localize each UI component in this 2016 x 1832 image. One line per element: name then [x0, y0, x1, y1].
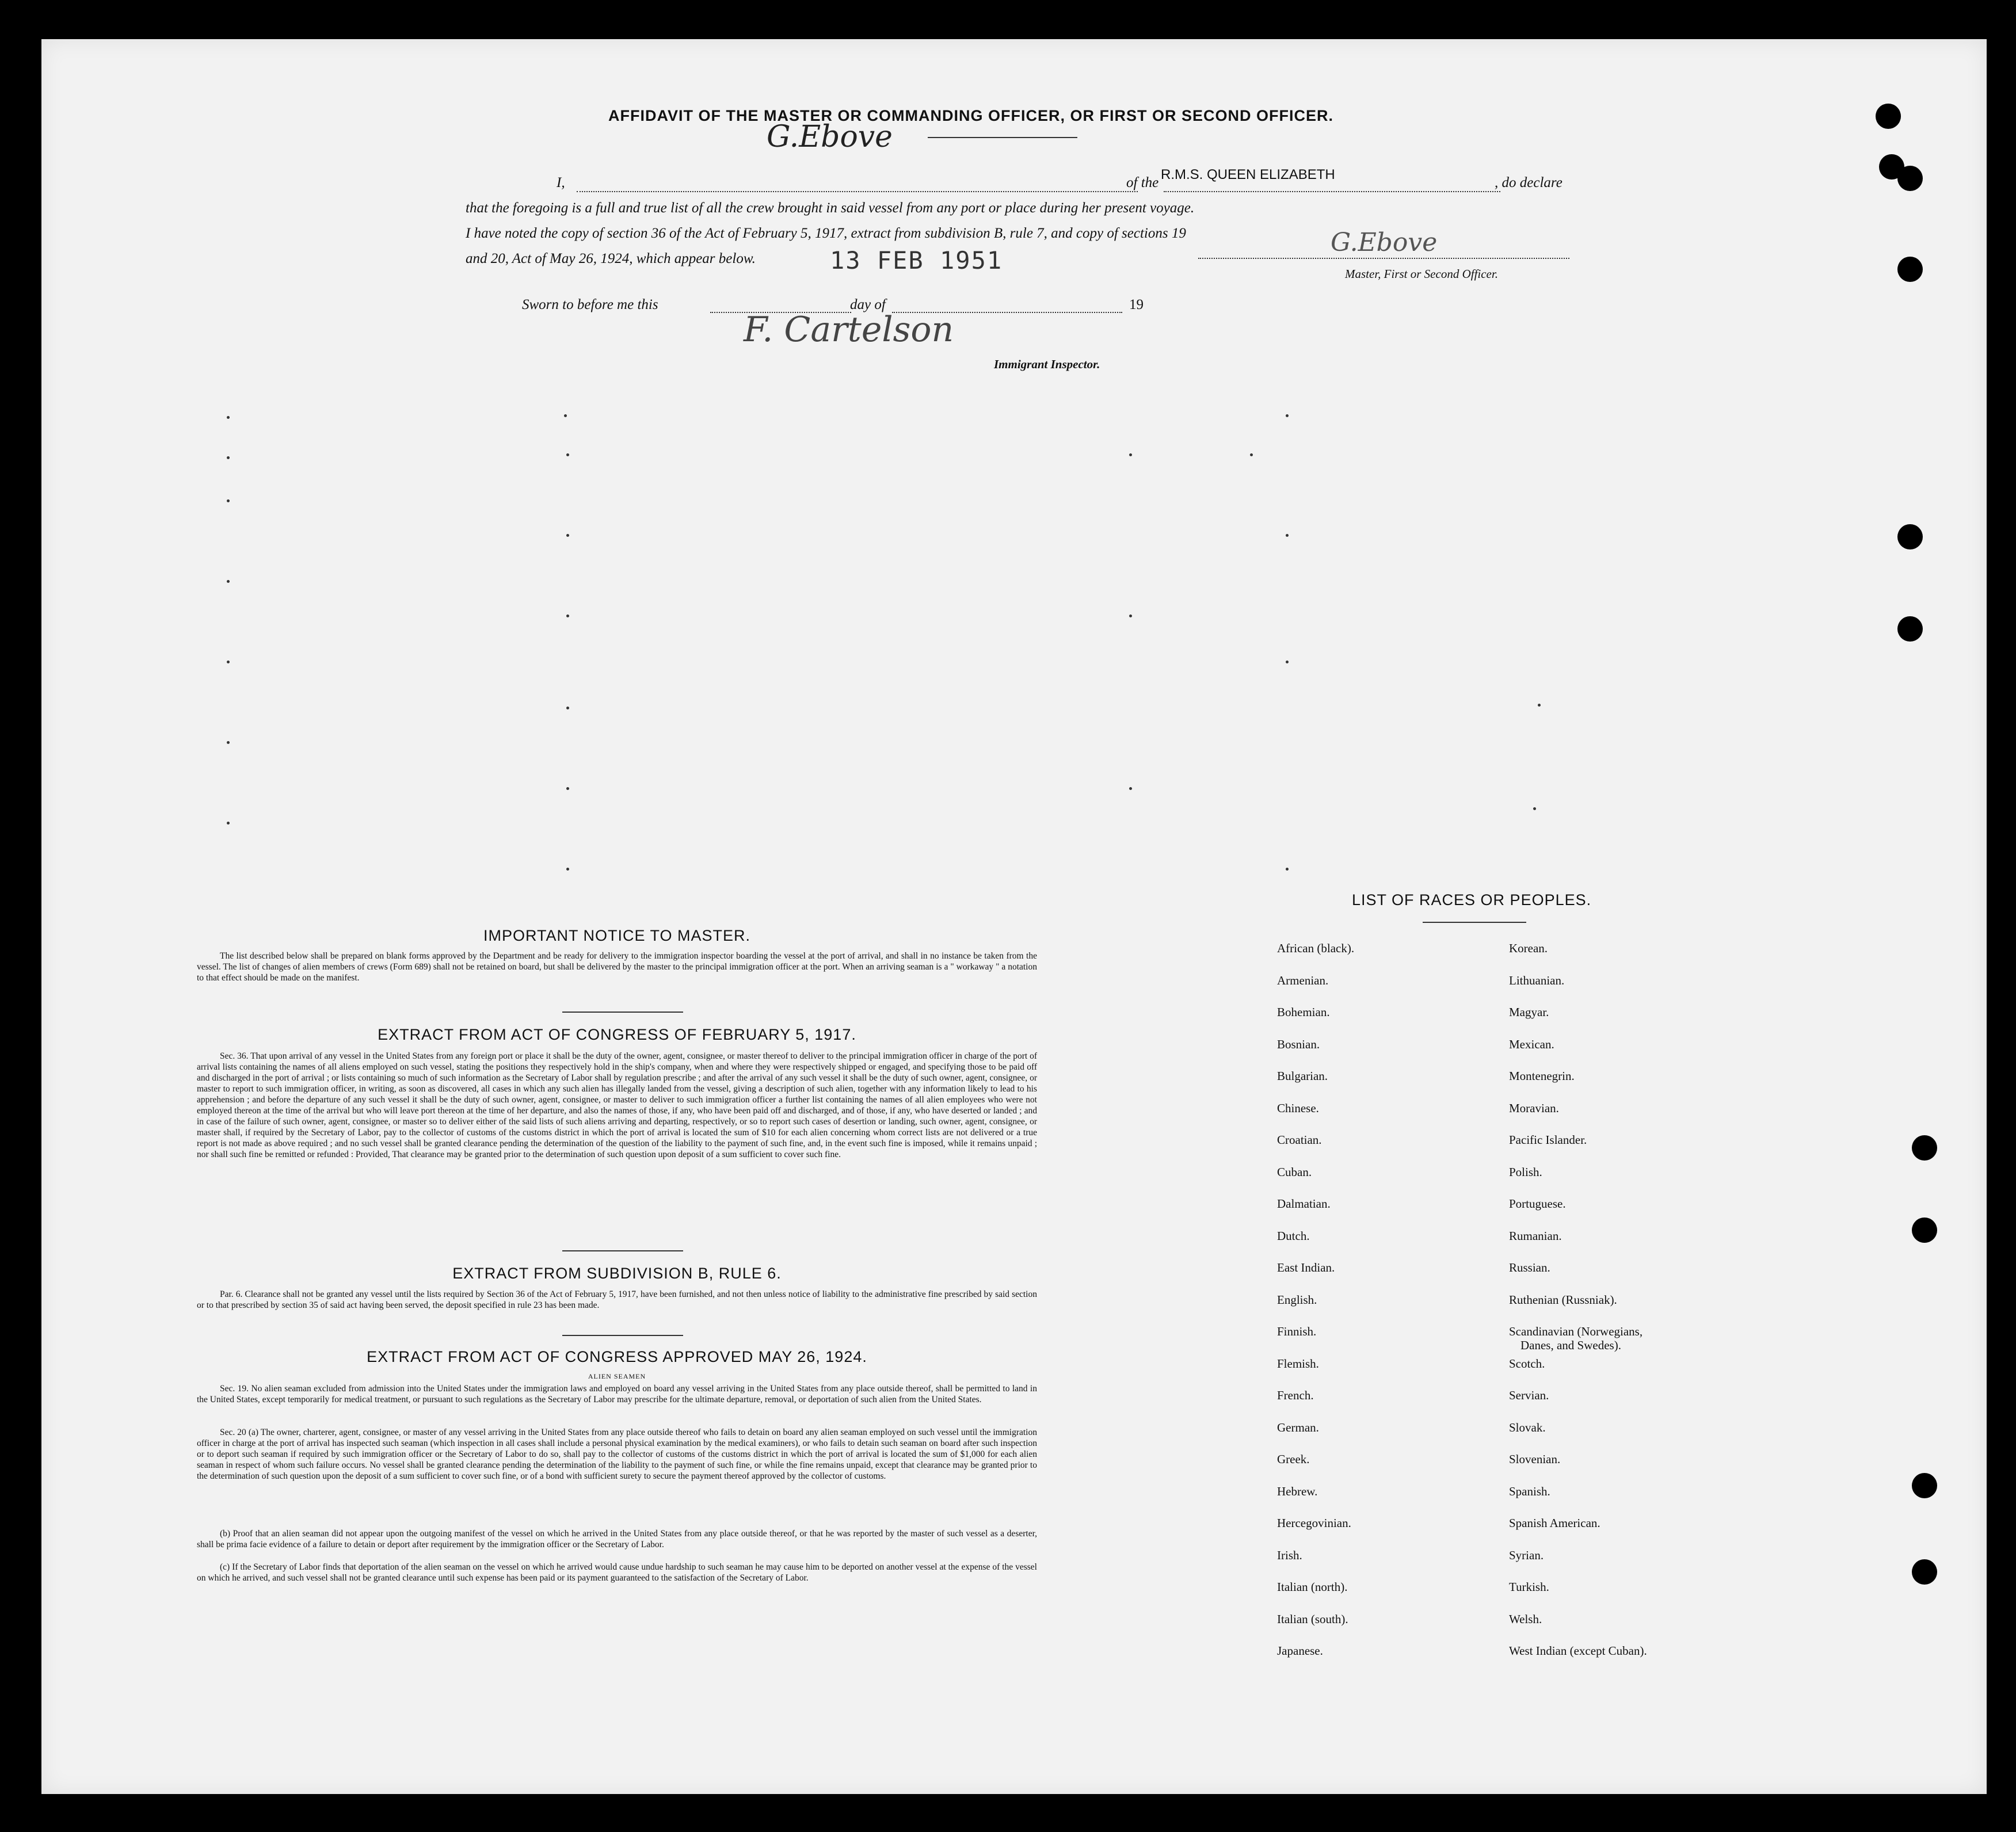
scan-dot	[227, 661, 230, 663]
race-continuation: Danes, and Swedes).	[1520, 1338, 1621, 1352]
section-divider	[562, 1250, 683, 1251]
race-item: West Indian (except Cuban).	[1509, 1644, 1647, 1658]
vessel-name: R.M.S. QUEEN ELIZABETH	[1161, 167, 1335, 182]
scan-dot	[566, 787, 569, 790]
scan-dot	[566, 868, 569, 871]
race-item: Servian.	[1509, 1388, 1549, 1402]
race-item: African (black).	[1277, 941, 1355, 955]
scan-dot	[1129, 615, 1132, 617]
scan-dot	[566, 534, 569, 537]
extract-1924-sec20c: (c) If the Secretary of Labor finds that deportation of the alien seaman on the vessel on which he arrived would cause undue hardship to such seaman he may cause him to be deported on another vessel at the expense of the vessel on which he arrived, and such vessel shall not be granted clearance until such expense has been paid or its payment guaranteed to the satisfaction of the Secretary of Labor.	[197, 1562, 1037, 1583]
race-item: Chinese.	[1277, 1101, 1319, 1115]
race-item: Slovak.	[1509, 1420, 1546, 1434]
race-item: Rumanian.	[1509, 1228, 1562, 1243]
document-page	[41, 39, 1987, 1794]
race-item: Slovenian.	[1509, 1452, 1561, 1466]
rule6-text: Par. 6. Clearance shall not be granted any vessel until the lists required by Section 36 of the Act of February 5, 1917, have been furnished, and not then unless notice of liability to the administrative fine prescribed by said section or to that prescribed by section 35 of said act having been served, the deposit specified in rule 23 has been made.	[197, 1289, 1037, 1310]
scan-dot	[566, 615, 569, 617]
punch-hole	[1912, 1473, 1937, 1498]
date-stamp: 13 FEB 1951	[830, 246, 1003, 274]
vessel-blank	[1164, 191, 1500, 192]
punch-hole	[1897, 257, 1923, 282]
master-caption: Master, First or Second Officer.	[1345, 267, 1498, 281]
scan-dot	[566, 453, 569, 456]
race-item: Bohemian.	[1277, 1005, 1330, 1019]
affidavit-title: AFFIDAVIT OF THE MASTER OR COMMANDING OFFICER, OR FIRST OR SECOND OFFICER.	[608, 107, 1333, 124]
race-item: Scandinavian (Norwegians,	[1509, 1325, 1643, 1338]
punch-hole	[1912, 1559, 1937, 1585]
race-item: Portuguese.	[1509, 1197, 1566, 1211]
punch-hole	[1897, 524, 1923, 549]
race-item: Bulgarian.	[1277, 1069, 1328, 1083]
extract-1924-subtitle: ALIEN SEAMEN	[588, 1372, 646, 1380]
scan-dot	[1250, 453, 1253, 456]
race-item: Dutch.	[1277, 1228, 1310, 1243]
extract-1924-sec19: Sec. 19. No alien seaman excluded from admission into the United States under the immigration laws and employed on board any vessel arriving in the United States from any place outside thereof, shall be permitted to land in the United States, except temporarily for medical treatment, or pursuant to such regulations as the Secretary of Labor may prescribe for the ultimate departure, removal, or deportation of such alien from the United States.	[197, 1384, 1037, 1404]
scan-dot	[227, 416, 230, 419]
scan-dot	[1129, 787, 1132, 790]
rule6-title: EXTRACT FROM SUBDIVISION B, RULE 6.	[452, 1265, 782, 1282]
race-item: Syrian.	[1509, 1548, 1544, 1562]
race-item: Lithuanian.	[1509, 973, 1565, 987]
master-signature: G.Ebove	[1331, 228, 1438, 257]
master-signature-line	[1198, 258, 1569, 259]
race-item: Magyar.	[1509, 1005, 1549, 1019]
race-item: Welsh.	[1509, 1612, 1542, 1626]
races-title-underline	[1423, 922, 1526, 923]
declaration-i: I,	[557, 175, 565, 190]
race-item: Pacific Islander.	[1509, 1133, 1587, 1147]
scan-dot	[1286, 868, 1289, 871]
day-of-text: day of	[850, 297, 886, 312]
race-item: Cuban.	[1277, 1165, 1312, 1179]
race-item: Korean.	[1509, 941, 1548, 955]
race-item: East Indian.	[1277, 1261, 1335, 1274]
notice-text: The list described below shall be prepared on blank forms approved by the Department and be ready for delivery to the immigration inspector boarding the vessel at the port of arrival, and shall in no instance be taken from the vessel. The list of changes of alien members of crews (Form 689) shall not be retained on board, but shall be delivered by the master to the principal immigration officer at the port. When an arriving seaman is a " workaway " a notation to that effect should be made on the manifest.	[197, 951, 1037, 983]
section-divider	[562, 1335, 683, 1336]
scan-dot	[566, 707, 569, 709]
race-item: Spanish.	[1509, 1484, 1550, 1498]
scan-dot	[564, 414, 567, 417]
scan-dot	[227, 822, 230, 825]
extract-1917-title: EXTRACT FROM ACT OF CONGRESS OF FEBRUARY 5, 1917.	[378, 1026, 856, 1043]
name-blank	[577, 191, 1138, 192]
scan-dot	[1286, 661, 1289, 663]
declaration-line-4: and 20, Act of May 26, 1924, which appear below.	[466, 251, 756, 266]
race-item: Irish.	[1277, 1548, 1302, 1562]
race-item: Finnish.	[1277, 1325, 1317, 1338]
sworn-text: Sworn to before me this	[522, 297, 658, 312]
inspector-signature: F. Cartelson	[744, 310, 954, 350]
scan-dot	[1538, 704, 1541, 707]
race-item: Montenegrin.	[1509, 1069, 1575, 1083]
scan-dot	[1533, 807, 1536, 810]
race-item: Spanish American.	[1509, 1516, 1600, 1530]
punch-hole	[1897, 166, 1923, 191]
race-item: Ruthenian (Russniak).	[1509, 1292, 1617, 1307]
race-item: Italian (south).	[1277, 1612, 1348, 1626]
extract-1924-sec20a: Sec. 20 (a) The owner, charterer, agent, consignee, or master of any vessel arriving in the United States from any place outside thereof who fails to detain on board any alien seaman employed on such vessel until the immigration officer in charge at the port of arrival has inspected such seaman (which inspection in all cases shall include a personal physical examination by the medical examiners), or who fails to detain such seaman on board after such inspection or to deport such seaman if required by such immigration officer or the Secretary of Labor to do so, shall pay to the collector of customs of the customs district in which the port of arrival is located the sum of $1,000 for each alien seaman in respect of whom such failure occurs. No vessel shall be granted clearance pending the determination of the liability to the payment of such fine, or while the fine remains unpaid, except that clearance may be granted prior to the determination of such question upon the deposit of a sum sufficient to cover such fine, or of a bond with sufficient surety to secure the payment thereof approved by the collector of customs.	[197, 1428, 1037, 1481]
punch-hole	[1876, 104, 1901, 129]
extract-1924-title: EXTRACT FROM ACT OF CONGRESS APPROVED MAY 26, 1924.	[367, 1348, 867, 1365]
extract-1924-sec20b: (b) Proof that an alien seaman did not appear upon the outgoing manifest of the vessel on which he arrived in the United States from any place outside thereof, or that he was reported by the master of such vessel as a deserter, shall be prima facie evidence of a failure to detain or deport after requirement by the immigration officer or the Secretary of Labor.	[197, 1529, 1037, 1549]
declaration-of-the: of the	[1126, 175, 1159, 190]
punch-hole	[1912, 1135, 1937, 1161]
declaration-line-2: that the foregoing is a full and true list of all the crew brought in said vessel from any port or place during her present voyage.	[466, 200, 1195, 216]
race-item: French.	[1277, 1388, 1314, 1402]
races-title: LIST OF RACES OR PEOPLES.	[1352, 891, 1592, 909]
signature-underline	[928, 137, 1077, 138]
scan-dot	[227, 580, 230, 583]
race-item: Bosnian.	[1277, 1037, 1320, 1051]
scan-dot	[1129, 453, 1132, 456]
declaration-do-declare: , do declare	[1495, 175, 1563, 190]
scan-dot	[227, 499, 230, 502]
scan-dot	[1286, 534, 1289, 537]
race-item: Croatian.	[1277, 1133, 1322, 1147]
notice-title: IMPORTANT NOTICE TO MASTER.	[483, 927, 751, 944]
race-item: Hercegovinian.	[1277, 1516, 1351, 1530]
race-item: Dalmatian.	[1277, 1197, 1331, 1211]
race-item: Armenian.	[1277, 973, 1329, 987]
section-divider	[562, 1012, 683, 1013]
extract-1917-text: Sec. 36. That upon arrival of any vessel in the United States from any foreign port or place it shall be the duty of the owner, agent, consignee, or master thereof to deliver to the principal immigration officer in charge of the port of arrival lists containing the names of all aliens employed on such vessel, stating the positions they respectively hold in the ship's company, when and where they were respectively shipped or engaged, and specifying those to be paid off and discharged in the port of arrival ; or lists containing so much of such information as the Secretary of Labor shall by regulation prescribe ; and after the arrival of any such vessel it shall be the duty of such owner, agent, consignee, or master to report to such immigration officer, in writing, as soon as discovered, all cases in which any such alien has illegally landed from the vessel, giving a description of such alien, together with any information likely to lead to his apprehension ; and before the departure of any such vessel it shall be the duty of such owner, agent, consignee, or master to deliver to such immigration officer a further list containing the names of all alien employees who were not employed thereon at the time of the arrival but who will leave port thereon at the time of her departure, and also the names of those, if any, who have been paid off and discharged, and of those, if any, who have deserted or landed ; and in case of the failure of such owner, agent, consignee, or master so to deliver either of the said lists of such aliens arriving and departing, respectively, or so to report such cases of desertion or landing, such owner, agent, consignee, or master shall, if required by the Secretary of Labor, pay to the collector of customs of the customs district in which the port of arrival is located the sum of $10 for each alien concerning whom correct lists are not delivered or a true report is not made as above required ; and no such vessel shall be granted clearance pending the determination of the question of the liability to the payment of such fine, and, in the event such fine is imposed, while it remains unpaid ; nor shall such fine be remitted or refunded : Provided, That clearance may be granted prior to the determination of such question upon deposit of a sum sufficient to cover such fine.	[197, 1051, 1037, 1159]
race-item: Russian.	[1509, 1261, 1550, 1274]
race-item: Japanese.	[1277, 1644, 1323, 1658]
race-item: English.	[1277, 1292, 1317, 1307]
race-item: Mexican.	[1509, 1037, 1554, 1051]
scan-dot	[1286, 414, 1289, 417]
race-item: Turkish.	[1509, 1580, 1549, 1594]
declaration-line-3: I have noted the copy of section 36 of the Act of February 5, 1917, extract from subdivision B, rule 7, and copy of sections 19	[466, 226, 1186, 241]
race-item: German.	[1277, 1420, 1319, 1434]
race-item: Greek.	[1277, 1452, 1310, 1466]
scan-dot	[227, 456, 230, 459]
scan-dot	[227, 741, 230, 744]
race-item: Flemish.	[1277, 1356, 1319, 1371]
punch-hole	[1912, 1217, 1937, 1243]
inspector-caption: Immigrant Inspector.	[994, 357, 1100, 371]
officer-signature: G.Ebove	[767, 120, 893, 154]
race-item: Moravian.	[1509, 1101, 1559, 1115]
race-item: Hebrew.	[1277, 1484, 1318, 1498]
punch-hole	[1897, 616, 1923, 642]
race-item: Polish.	[1509, 1165, 1542, 1179]
race-item: Italian (north).	[1277, 1580, 1348, 1594]
year-prefix: 19	[1129, 297, 1144, 312]
race-item: Scotch.	[1509, 1356, 1545, 1371]
